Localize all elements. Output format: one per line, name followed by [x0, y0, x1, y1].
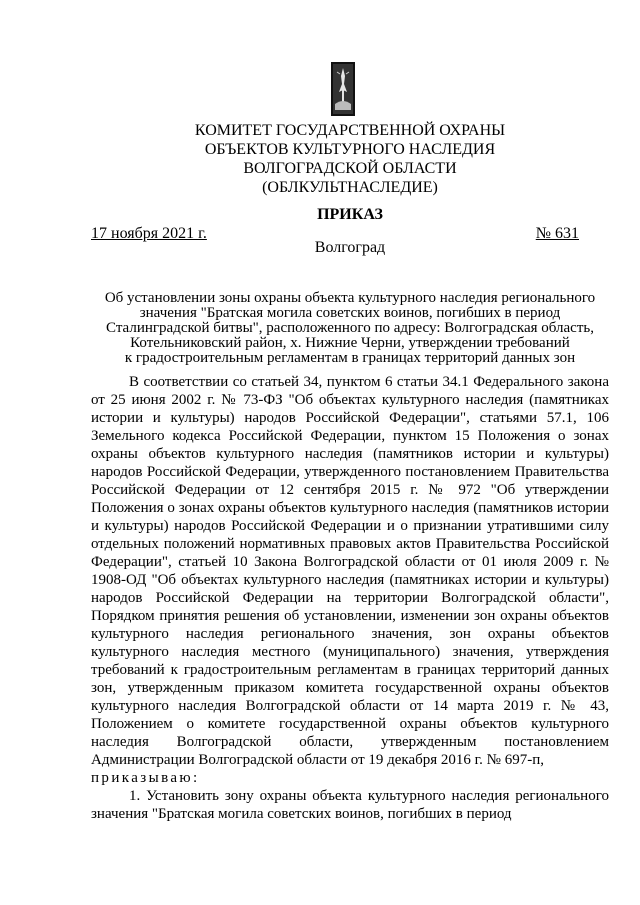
subject-line: значения "Братская могила советских воинов, погибших в период — [139, 305, 561, 321]
document-date: 17 ноября 2021 г. — [91, 225, 207, 242]
org-line: КОМИТЕТ ГОСУДАРСТВЕННОЙ ОХРАНЫ — [194, 122, 506, 139]
document-body — [91, 373, 609, 823]
order-item-1: 1. Установить зону охраны объекта культурного наследия регионального значения "Братская могила советских воинов, погибших в период — [91, 788, 609, 822]
coat-of-arms-emblem — [331, 62, 355, 116]
subject-line: к градостроительным регламентам в границах территорий данных зон — [124, 350, 576, 366]
organization-name — [0, 121, 640, 197]
subject-line: Сталинградской битвы", расположенного по адресу: Волгоградская область, — [106, 320, 594, 336]
subject-line: Об установлении зоны охраны объекта культурного наследия регионального — [104, 290, 596, 306]
org-line: (ОБЛКУЛЬТНАСЛЕДИЕ) — [262, 179, 438, 196]
order-word: приказываю: — [91, 770, 200, 786]
document-type: ПРИКАЗ — [317, 206, 383, 223]
document-subject — [91, 291, 609, 366]
org-line: ОБЪЕКТОВ КУЛЬТУРНОГО НАСЛЕДИЯ — [204, 141, 496, 158]
subject-line: Котельниковский район, х. Нижние Черни, утверждении требований — [130, 335, 570, 351]
document-number: № 631 — [535, 225, 579, 242]
document-city: Волгоград — [314, 239, 386, 256]
preamble-paragraph: В соответствии со статьей 34, пунктом 6 статьи 34.1 Федерального закона от 25 июня 2002 г. № 73-ФЗ "Об объектах культурного наследия (памятниках истории и культуры) народов Российской Федерации", статьями 57.1, 106 Земельного кодекса Российской Федерации, пунктом 15 Положения о зонах охраны объектов культурного наследия (памятников истории и культуры) народов Российской Федерации, утвержденного постановлением Правительства Российской Федерации от 12 сентября 2015 г. № 972 "Об утверждении Положения о зонах охраны объектов культурного наследия (памятников истории и культуры) народов Российской Федерации и о признании утратившими силу отдельных положений нормативных правовых актов Правительства Российской Федерации", статьей 10 Закона Волгоградской области от 01 июля 2009 г. № 1908-ОД "Об объектах культурного наследия (памятниках истории и культуры) народов Российской Федерации на территории Волгоградской области", Порядком принятия решения об установлении, изменении зон охраны объектов культурного наследия регионального значения, зон охраны объектов культурного наследия местного (муниципального) значения, утверждения требований к градостроительным регламентам в границах территорий данных зон, утвержденным приказом комитета государственной охраны объектов культурного наследия Волгоградской области от 14 марта 2019 г. № 43, Положением о комитете государственной охраны объектов культурного наследия Волгоградской области, утвержденным постановлением Администрации Волгоградской области от 19 декабря 2016 г. № 697-п, — [91, 374, 609, 768]
org-line: ВОЛГОГРАДСКОЙ ОБЛАСТИ — [243, 160, 457, 177]
